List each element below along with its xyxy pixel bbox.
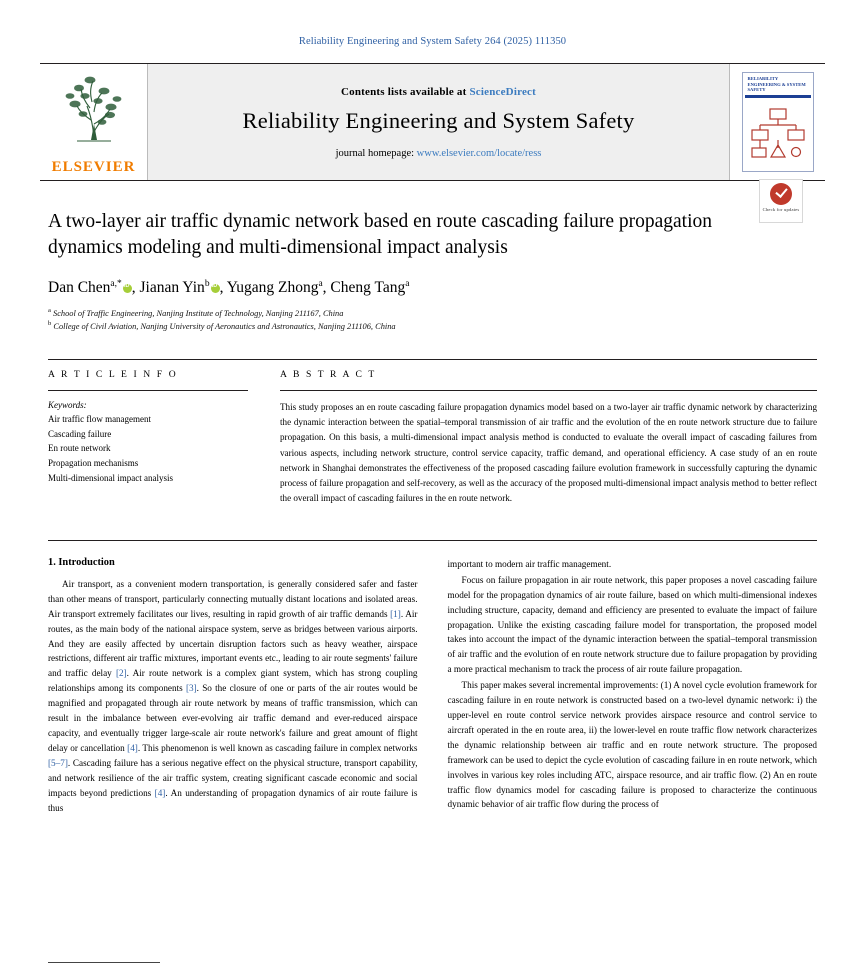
publisher-name: ELSEVIER (51, 159, 136, 175)
affiliation-list (48, 306, 817, 334)
abstract-column (280, 369, 817, 506)
journal-cover-image (742, 72, 814, 172)
journal-homepage-link[interactable]: www.elsevier.com/locate/ress (416, 147, 542, 159)
running-head-volume: 264 (2025) 111350 (484, 36, 567, 47)
affiliation-item (48, 319, 817, 333)
abstract-heading: A B S T R A C T (280, 369, 377, 381)
author-item: Dan Chen$^{a,*}$ iD , (48, 279, 140, 296)
article-info-heading: A R T I C L E I N F O (48, 369, 178, 381)
affiliation-marker: a (48, 306, 51, 314)
keyword-item: Multi-dimensional impact analysis (48, 472, 173, 483)
homepage-prefix: journal homepage: (335, 147, 415, 159)
affiliation-marker: b (48, 320, 52, 328)
journal-homepage-line (336, 148, 542, 159)
running-head-journal: Reliability Engineering and System Safety (298, 36, 482, 47)
body-paragraph: Focus on failure propagation in air route network, this paper proposes a novel cascading failure model for the propagation dynamics of air route failure, based on which multi-dimensional indexes including structure, capacity, demand and efficiency are presented to evaluate the impact of failure propagation. Unlike the existing cascading failure model for transportation, the proposed model takes into account the impact of the dynamic interaction between the spatial–temporal transmission of air traffic and the evolution of en route network structure due to failure propagation by providing a more practical mechanism to track the process of air route failure propagation. (447, 574, 817, 675)
author-item: Jianan Yin$^b$ iD , (140, 279, 227, 296)
keyword-item: Propagation mechanisms (48, 457, 139, 468)
body-paragraph: This paper makes several incremental improvements: (1) A novel cycle evolution framework for cascading failure in en route network is constructed based on a two-level dynamic network: i) the upper-level en route control service network provides airspace resource and control service to aircraft operated in the en route area, ii) the lower-level en route traffic flow network characterizes the dynamic relationship between air traffic and en route network structure. The proposed framework can be used to depict the cycle evolution of cascading failure in en route network, which involves in various key roles including ATC, airspace resource, and air traffic flow. (2) An en route traffic flow dynamics model for cascading failure is proposed to characterize the continuous dynamic behavior of air traffic flow during the process of (447, 680, 817, 810)
title-block (48, 209, 817, 260)
article-info-column (48, 369, 248, 506)
cover-artwork-icon (748, 106, 808, 165)
sciencedirect-link[interactable]: ScienceDirect (469, 85, 536, 98)
body-column-right (448, 557, 818, 817)
citation-link[interactable]: [3] (185, 683, 197, 694)
body-paragraph: Air transport, as a convenient modern transportation, is generally considered safer and faster than other means of transport, particularly connecting mutually distant locations and isolated areas. Air transport extremely facilitates our lives, resulting in rapid growth of air traffic demands [1]. Air routes, as the main body of the national airspace system, serve as bridges between various airports. And they are easily affected by uncertain disruption factors such as heavy weather, airspace restrictions, different air traffic mixtures, important events etc., leading to air route segments' failure and traffic delay [2]. Air route network is a complex giant system, which has strong coupling relationships among its components [3]. So the closure of one or parts of the air routes would be magnified and propagated through air route network by means of traffic transmission, which can result in the imbalance between ever-evolving air traffic demand and ever-reduced airspace capacity, and eventually trigger large-scale air route network's failure and great amount of flight delay or cancellation [4]. This phenomenon is well known as cascading failure in complex networks [5–7]. Cascading failure has a serious negative effect on the physical structure, transport capability, and network resilience of the air traffic system, creating significant cascade economic and social impacts beyond predictions [4]. An understanding of propagation dynamics of air route failure is thus (48, 578, 418, 813)
abstract-text: This study proposes an en route cascading failure propagation dynamics model based on a two-layer air traffic dynamic network by characterizing the dynamic interaction between the spatial–temporal transmission of air traffic and the evolution of the en route network structure due to failure propagation. On this basis, a multi-dimensional impact analysis method is conducted to evaluate the overall impact of cascading failures from various aspects, including network structure, control service capacity, traffic demand, and operational efficiency. A case study of an en route network in Shanghai demonstrates the effectiveness of the proposed cascading failure evolution framework in successfully capturing the dynamic process of failure propagation and self-recovery, as well as the accuracy of the proposed multi-dimensional impact analysis method to better reflect the overall impact of cascading failures in the en route network. (280, 402, 817, 503)
article-info-divider (48, 390, 248, 391)
author-name: Cheng Tang (330, 278, 406, 296)
affiliation-item (48, 306, 817, 320)
affiliation-text: College of Civil Aviation, Nanjing University of Aeronautics and Astronautics, Nanjing 211106, China (53, 322, 396, 332)
body-column-left (48, 557, 418, 817)
journal-cover-title: RELIABILITY ENGINEERING & SYSTEM SAFETY (747, 76, 806, 93)
body-paragraph: important to modern air traffic management. (447, 558, 612, 569)
orcid-icon[interactable] (123, 284, 132, 293)
citation-link[interactable]: [4] (154, 787, 166, 798)
contents-prefix: Contents lists available at (341, 85, 467, 98)
crossmark-label: Check for updates (762, 207, 800, 212)
citation-link[interactable]: [4] (127, 742, 138, 753)
publisher-block (40, 64, 148, 180)
keywords-label: Keywords: (48, 400, 87, 411)
running-head (0, 0, 865, 47)
author-list (48, 278, 817, 296)
citation-link[interactable]: [5–7] (48, 757, 68, 768)
author-item: Yugang Zhong$^a$, (226, 278, 331, 296)
body-region (48, 540, 817, 817)
affiliation-text: School of Traffic Engineering, Nanjing Institute of Technology, Nanjing 211167, China (53, 308, 344, 318)
author-item (330, 279, 409, 296)
journal-cover-block (729, 64, 825, 180)
elsevier-tree-icon (57, 72, 131, 151)
footnote-rule (48, 962, 160, 963)
section-heading-introduction: 1. Introduction (48, 556, 115, 568)
citation-link[interactable]: [2] (115, 668, 127, 679)
keyword-item: Air traffic flow management (48, 414, 152, 425)
journal-masthead (40, 63, 825, 181)
cover-band (745, 95, 811, 98)
author-name: Jianan Yin (139, 278, 205, 296)
masthead-center (148, 64, 729, 180)
citation-link[interactable]: [1] (390, 608, 401, 619)
page-title: A two-layer air traffic dynamic network based en route cascading failure propagation dynamics modeling and multi-dimensional impact analysis (48, 211, 712, 258)
keywords-list (48, 412, 248, 485)
keyword-item: Cascading failure (48, 428, 112, 439)
crossmark-badge[interactable] (759, 179, 803, 223)
contents-list-line (341, 86, 536, 98)
journal-title: Reliability Engineering and System Safety (242, 107, 635, 133)
abstract-divider (280, 390, 817, 391)
author-affil-marker: a,* (110, 278, 122, 289)
orcid-icon[interactable] (211, 284, 220, 293)
keyword-item: En route network (48, 443, 111, 454)
author-name: Yugang Zhong (226, 278, 319, 296)
author-affil-marker: b (204, 278, 210, 289)
crossmark-check-icon (770, 183, 792, 205)
info-abstract-region (48, 359, 817, 506)
author-affil-marker: a (405, 278, 410, 289)
author-name: Dan Chen (48, 278, 111, 296)
author-affil-marker: a (318, 278, 323, 289)
